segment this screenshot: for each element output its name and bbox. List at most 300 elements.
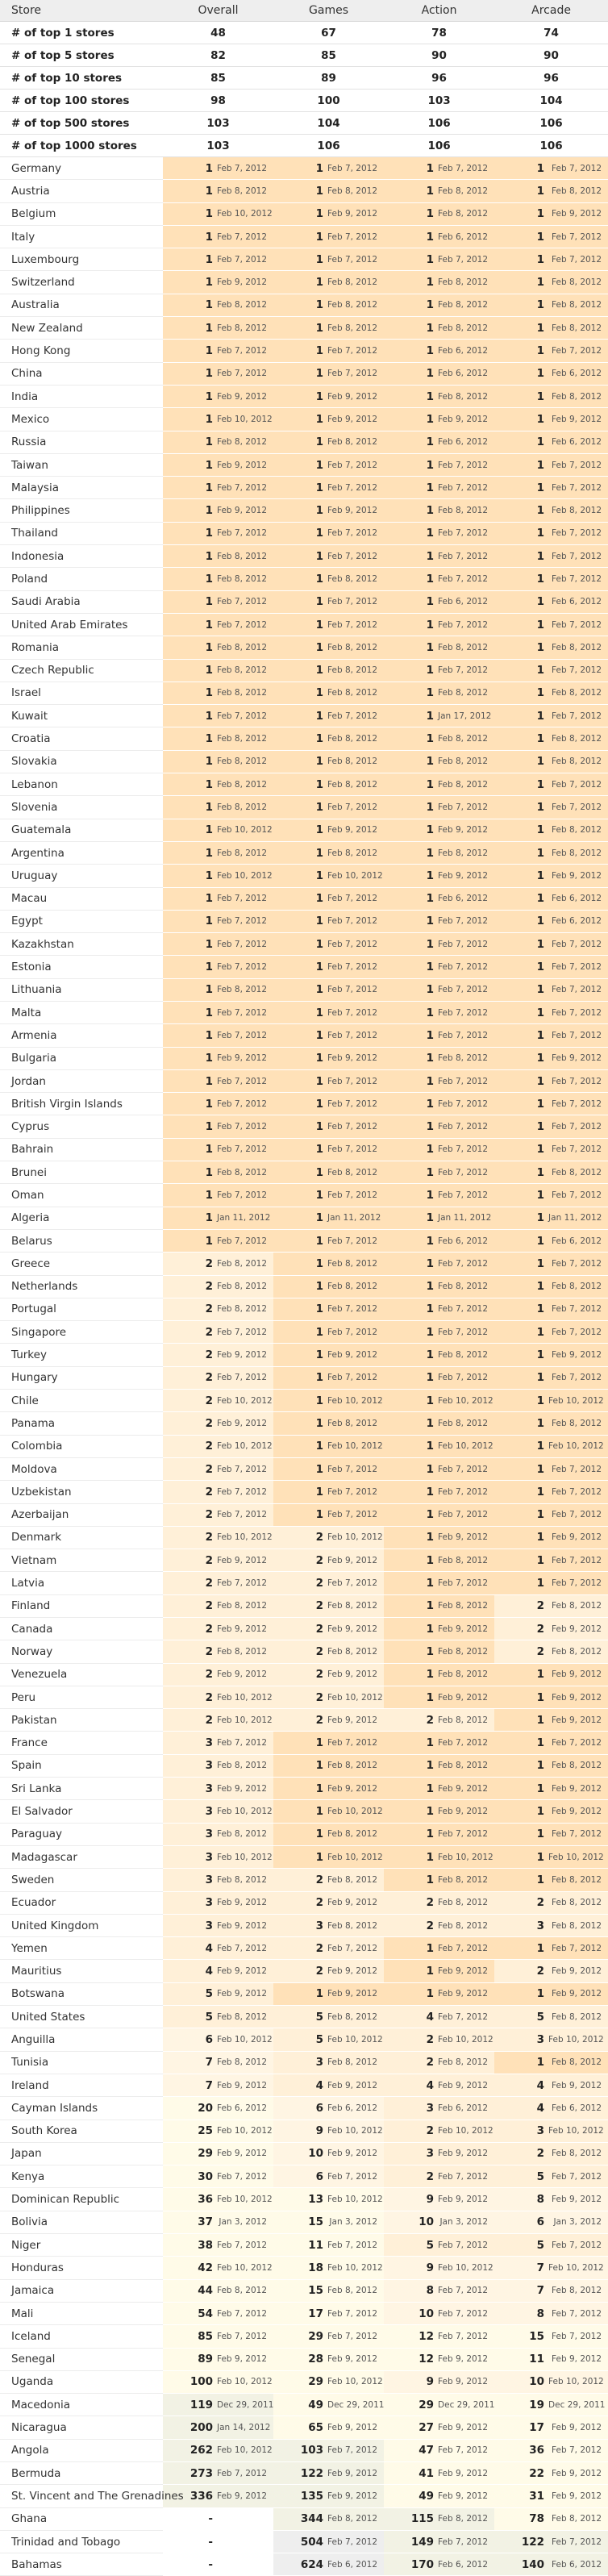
arcade-rank: 8 bbox=[494, 2302, 548, 2324]
country-name[interactable]: Turkey bbox=[0, 1344, 163, 1366]
games-date: Feb 7, 2012 bbox=[327, 2325, 384, 2348]
games-rank: 1 bbox=[273, 750, 327, 773]
country-name[interactable]: Malta bbox=[0, 1001, 163, 1023]
games-rank: 1 bbox=[273, 1298, 327, 1320]
country-name[interactable]: United Arab Emirates bbox=[0, 613, 163, 636]
country-name[interactable]: Iceland bbox=[0, 2325, 163, 2348]
country-name[interactable]: Bermuda bbox=[0, 2461, 163, 2484]
overall-date: Feb 7, 2012 bbox=[217, 2325, 273, 2348]
country-name[interactable]: British Virgin Islands bbox=[0, 1093, 163, 1115]
games-rank: 28 bbox=[273, 2348, 327, 2370]
country-name[interactable]: Hungary bbox=[0, 1366, 163, 1389]
action-rank: 1 bbox=[384, 1457, 438, 1480]
action-rank: 2 bbox=[384, 2120, 438, 2142]
summary-overall-count: 103 bbox=[163, 112, 273, 135]
table-row bbox=[0, 2051, 608, 2074]
header-overall[interactable]: Overall bbox=[163, 0, 273, 22]
games-rank: 1 bbox=[273, 705, 327, 727]
games-date: Feb 8, 2012 bbox=[327, 271, 384, 294]
country-name[interactable]: Dominican Republic bbox=[0, 2188, 163, 2211]
arcade-rank: 1 bbox=[494, 453, 548, 476]
action-rank: 1 bbox=[384, 1960, 438, 1982]
overall-rank: 3 bbox=[163, 1732, 217, 1754]
games-date: Feb 8, 2012 bbox=[327, 1823, 384, 1845]
action-date: Feb 6, 2012 bbox=[438, 590, 494, 613]
arcade-date: Feb 7, 2012 bbox=[548, 545, 608, 568]
country-name[interactable]: Portugal bbox=[0, 1298, 163, 1320]
table-row bbox=[0, 2370, 608, 2393]
country-name[interactable]: El Salvador bbox=[0, 1800, 163, 1823]
country-name[interactable]: Ghana bbox=[0, 2507, 163, 2530]
country-name[interactable]: Germany bbox=[0, 157, 163, 180]
overall-rank: 1 bbox=[163, 773, 217, 796]
action-date: Dec 29, 2011 bbox=[438, 2394, 494, 2416]
arcade-rank: 1 bbox=[494, 1366, 548, 1389]
country-name[interactable]: Macau bbox=[0, 887, 163, 910]
overall-rank: 1 bbox=[163, 385, 217, 407]
arcade-date: Feb 7, 2012 bbox=[548, 796, 608, 819]
arcade-date: Feb 9, 2012 bbox=[548, 2188, 608, 2211]
country-name[interactable]: Jordan bbox=[0, 1069, 163, 1092]
games-rank: 1 bbox=[273, 1115, 327, 1138]
country-name[interactable]: Spain bbox=[0, 1754, 163, 1777]
action-rank: 1 bbox=[384, 431, 438, 453]
action-date: Feb 7, 2012 bbox=[438, 2279, 494, 2302]
action-date: Feb 9, 2012 bbox=[438, 2461, 494, 2484]
arcade-rank: 1 bbox=[494, 1138, 548, 1161]
overall-date: Feb 7, 2012 bbox=[217, 1138, 273, 1161]
table-row bbox=[0, 1412, 608, 1435]
games-rank: 504 bbox=[273, 2530, 327, 2553]
summary-section bbox=[0, 22, 608, 157]
summary-games-count: 89 bbox=[273, 67, 384, 90]
country-name[interactable]: Pakistan bbox=[0, 1709, 163, 1732]
country-name[interactable]: Algeria bbox=[0, 1207, 163, 1229]
action-rank: 1 bbox=[384, 1069, 438, 1092]
arcade-rank: 3 bbox=[494, 2028, 548, 2051]
country-name[interactable]: Austria bbox=[0, 180, 163, 202]
games-rank: 4 bbox=[273, 2074, 327, 2096]
arcade-rank: 1 bbox=[494, 841, 548, 864]
country-name[interactable]: Oman bbox=[0, 1184, 163, 1207]
country-name[interactable]: Poland bbox=[0, 568, 163, 590]
games-date: Feb 8, 2012 bbox=[327, 431, 384, 453]
overall-rank: 2 bbox=[163, 1549, 217, 1572]
overall-rank: 1 bbox=[163, 1001, 217, 1023]
country-name[interactable]: Cyprus bbox=[0, 1115, 163, 1138]
header-games[interactable]: Games bbox=[273, 0, 384, 22]
country-name[interactable]: Brunei bbox=[0, 1161, 163, 1184]
action-date: Feb 7, 2012 bbox=[438, 1572, 494, 1594]
arcade-rank: 1 bbox=[494, 1344, 548, 1366]
action-rank: 1 bbox=[384, 522, 438, 544]
country-name[interactable]: Romania bbox=[0, 636, 163, 659]
country-name[interactable]: Norway bbox=[0, 1640, 163, 1663]
games-date: Feb 9, 2012 bbox=[327, 202, 384, 225]
action-rank: 1 bbox=[384, 294, 438, 316]
games-date: Feb 7, 2012 bbox=[327, 1321, 384, 1344]
action-date: Feb 7, 2012 bbox=[438, 1937, 494, 1960]
arcade-date: Feb 7, 2012 bbox=[548, 248, 608, 271]
games-rank: 29 bbox=[273, 2325, 327, 2348]
country-name[interactable]: Kenya bbox=[0, 2165, 163, 2188]
overall-rank: 336 bbox=[163, 2485, 217, 2507]
overall-rank: 2 bbox=[163, 1503, 217, 1526]
country-name[interactable]: Indonesia bbox=[0, 545, 163, 568]
overall-rank: 1 bbox=[163, 431, 217, 453]
country-name[interactable]: Bahamas bbox=[0, 2553, 163, 2576]
overall-rank: 2 bbox=[163, 1457, 217, 1480]
arcade-date: Feb 8, 2012 bbox=[548, 2006, 608, 2028]
action-date: Feb 7, 2012 bbox=[438, 248, 494, 271]
games-date: Feb 8, 2012 bbox=[327, 1914, 384, 1936]
country-name[interactable]: Croatia bbox=[0, 727, 163, 750]
country-name[interactable]: Niger bbox=[0, 2234, 163, 2257]
country-name[interactable]: Tunisia bbox=[0, 2051, 163, 2074]
country-name[interactable]: Hong Kong bbox=[0, 340, 163, 362]
arcade-rank: 1 bbox=[494, 1069, 548, 1092]
games-date: Feb 7, 2012 bbox=[327, 956, 384, 978]
country-name[interactable]: Singapore bbox=[0, 1321, 163, 1344]
country-name[interactable]: Bolivia bbox=[0, 2211, 163, 2233]
arcade-rank: 2 bbox=[494, 1891, 548, 1914]
country-name[interactable]: Venezuela bbox=[0, 1663, 163, 1686]
country-name[interactable]: Argentina bbox=[0, 841, 163, 864]
country-name[interactable]: Italy bbox=[0, 225, 163, 248]
action-date: Feb 8, 2012 bbox=[438, 1412, 494, 1435]
country-name[interactable]: Lithuania bbox=[0, 978, 163, 1001]
table-row bbox=[0, 1800, 608, 1823]
overall-rank: 89 bbox=[163, 2348, 217, 2370]
summary-label: # of top 5 stores bbox=[0, 44, 163, 67]
arcade-rank: 1 bbox=[494, 1321, 548, 1344]
table-row bbox=[0, 2507, 608, 2530]
games-date: Feb 9, 2012 bbox=[327, 1344, 384, 1366]
country-name[interactable]: Sri Lanka bbox=[0, 1778, 163, 1800]
games-date: Feb 7, 2012 bbox=[327, 613, 384, 636]
country-name[interactable]: Ecuador bbox=[0, 1891, 163, 1914]
games-date: Feb 9, 2012 bbox=[327, 2461, 384, 2484]
country-name[interactable]: Canada bbox=[0, 1618, 163, 1640]
country-name[interactable]: Guatemala bbox=[0, 819, 163, 841]
country-name[interactable]: Peru bbox=[0, 1686, 163, 1708]
action-rank: 1 bbox=[384, 1594, 438, 1617]
overall-rank: 3 bbox=[163, 1823, 217, 1845]
summary-overall-count: 48 bbox=[163, 22, 273, 44]
arcade-date: Feb 8, 2012 bbox=[548, 2279, 608, 2302]
overall-rank: 1 bbox=[163, 362, 217, 385]
summary-action-count: 103 bbox=[384, 90, 494, 112]
country-name[interactable]: Japan bbox=[0, 2142, 163, 2165]
games-date: Feb 10, 2012 bbox=[327, 2370, 384, 2393]
country-name[interactable]: Latvia bbox=[0, 1572, 163, 1594]
header-arcade[interactable]: Arcade bbox=[494, 0, 608, 22]
overall-date: Feb 8, 2012 bbox=[217, 180, 273, 202]
table-row bbox=[0, 613, 608, 636]
action-rank: 1 bbox=[384, 1503, 438, 1526]
country-name[interactable]: Moldova bbox=[0, 1457, 163, 1480]
country-name[interactable]: Greece bbox=[0, 1253, 163, 1275]
action-date: Feb 7, 2012 bbox=[438, 477, 494, 499]
table-row bbox=[0, 865, 608, 887]
action-date: Jan 3, 2012 bbox=[438, 2211, 494, 2233]
games-date: Feb 9, 2012 bbox=[327, 1960, 384, 1982]
arcade-rank: 1 bbox=[494, 362, 548, 385]
games-date: Feb 7, 2012 bbox=[327, 1937, 384, 1960]
arcade-rank: 1 bbox=[494, 1982, 548, 2005]
overall-rank: 1 bbox=[163, 956, 217, 978]
arcade-date: Feb 8, 2012 bbox=[548, 271, 608, 294]
table-row bbox=[0, 1344, 608, 1366]
arcade-rank: 1 bbox=[494, 1778, 548, 1800]
action-date: Feb 7, 2012 bbox=[438, 2006, 494, 2028]
table-row bbox=[0, 2097, 608, 2120]
table-row bbox=[0, 408, 608, 431]
country-name[interactable]: Philippines bbox=[0, 499, 163, 522]
overall-date: Feb 7, 2012 bbox=[217, 225, 273, 248]
arcade-rank: 1 bbox=[494, 1229, 548, 1252]
action-rank: 1 bbox=[384, 545, 438, 568]
games-rank: 1 bbox=[273, 933, 327, 956]
country-name[interactable]: Egypt bbox=[0, 910, 163, 932]
country-name[interactable]: United States bbox=[0, 2006, 163, 2028]
action-rank: 41 bbox=[384, 2461, 438, 2484]
games-date: Feb 7, 2012 bbox=[327, 453, 384, 476]
country-name[interactable]: Anguilla bbox=[0, 2028, 163, 2051]
arcade-rank: 1 bbox=[494, 1161, 548, 1184]
country-name[interactable]: Honduras bbox=[0, 2257, 163, 2279]
overall-date: Feb 6, 2012 bbox=[217, 2097, 273, 2120]
action-rank: 2 bbox=[384, 1709, 438, 1732]
arcade-rank: 2 bbox=[494, 1960, 548, 1982]
country-name[interactable]: Azerbaijan bbox=[0, 1503, 163, 1526]
country-name[interactable]: Switzerland bbox=[0, 271, 163, 294]
arcade-date: Feb 7, 2012 bbox=[548, 1366, 608, 1389]
games-date: Feb 8, 2012 bbox=[327, 1161, 384, 1184]
overall-date: Feb 9, 2012 bbox=[217, 1549, 273, 1572]
overall-rank: 1 bbox=[163, 1229, 217, 1252]
action-date: Feb 7, 2012 bbox=[438, 1823, 494, 1845]
country-name[interactable]: Nicaragua bbox=[0, 2416, 163, 2439]
country-name[interactable]: Slovenia bbox=[0, 796, 163, 819]
arcade-rank: 1 bbox=[494, 477, 548, 499]
games-date: Feb 10, 2012 bbox=[327, 2120, 384, 2142]
country-name[interactable]: Uruguay bbox=[0, 865, 163, 887]
country-name[interactable]: Denmark bbox=[0, 1526, 163, 1549]
overall-rank: 1 bbox=[163, 340, 217, 362]
country-name[interactable]: Uganda bbox=[0, 2370, 163, 2393]
table-row bbox=[0, 2234, 608, 2257]
table-row bbox=[0, 157, 608, 180]
action-date: Feb 7, 2012 bbox=[438, 545, 494, 568]
country-name[interactable]: Kazakhstan bbox=[0, 933, 163, 956]
games-rank: 5 bbox=[273, 2006, 327, 2028]
table-row bbox=[0, 1823, 608, 1845]
country-name[interactable]: Israel bbox=[0, 682, 163, 704]
overall-date: Feb 9, 2012 bbox=[217, 2485, 273, 2507]
country-rows bbox=[0, 157, 608, 2576]
games-rank: 103 bbox=[273, 2439, 327, 2461]
action-rank: 1 bbox=[384, 1093, 438, 1115]
games-rank: 2 bbox=[273, 1549, 327, 1572]
overall-date: Feb 7, 2012 bbox=[217, 1321, 273, 1344]
action-rank: 12 bbox=[384, 2348, 438, 2370]
games-rank: 1 bbox=[273, 613, 327, 636]
country-name[interactable]: Malaysia bbox=[0, 477, 163, 499]
games-date: Feb 7, 2012 bbox=[327, 1115, 384, 1138]
country-name[interactable]: Mali bbox=[0, 2302, 163, 2324]
country-name[interactable]: Panama bbox=[0, 1412, 163, 1435]
country-name[interactable]: Estonia bbox=[0, 956, 163, 978]
country-name[interactable]: France bbox=[0, 1732, 163, 1754]
action-rank: 1 bbox=[384, 1115, 438, 1138]
country-name[interactable]: Cayman Islands bbox=[0, 2097, 163, 2120]
country-name[interactable]: Ireland bbox=[0, 2074, 163, 2096]
country-name[interactable]: United Kingdom bbox=[0, 1914, 163, 1936]
games-rank: 1 bbox=[273, 1823, 327, 1845]
country-name[interactable]: Slovakia bbox=[0, 750, 163, 773]
country-name[interactable]: Czech Republic bbox=[0, 659, 163, 682]
table-row bbox=[0, 978, 608, 1001]
country-name[interactable]: Kuwait bbox=[0, 705, 163, 727]
country-name[interactable]: New Zealand bbox=[0, 317, 163, 340]
arcade-date: Feb 9, 2012 bbox=[548, 202, 608, 225]
country-name[interactable]: Madagascar bbox=[0, 1845, 163, 1868]
action-date: Feb 7, 2012 bbox=[438, 796, 494, 819]
overall-date: Feb 10, 2012 bbox=[217, 2370, 273, 2393]
country-name[interactable]: Senegal bbox=[0, 2348, 163, 2370]
games-date: Feb 7, 2012 bbox=[327, 1001, 384, 1023]
arcade-rank: 122 bbox=[494, 2530, 548, 2553]
country-name[interactable]: Taiwan bbox=[0, 453, 163, 476]
games-rank: 3 bbox=[273, 2051, 327, 2074]
arcade-date: Feb 8, 2012 bbox=[548, 841, 608, 864]
country-name[interactable]: Trinidad and Tobago bbox=[0, 2530, 163, 2553]
summary-action-count: 90 bbox=[384, 44, 494, 67]
country-name[interactable]: Colombia bbox=[0, 1435, 163, 1457]
country-name[interactable]: Sweden bbox=[0, 1869, 163, 1891]
country-name[interactable]: Luxembourg bbox=[0, 248, 163, 271]
arcade-rank: 4 bbox=[494, 2097, 548, 2120]
overall-rank: 4 bbox=[163, 1960, 217, 1982]
country-name[interactable]: India bbox=[0, 385, 163, 407]
games-date: Feb 7, 2012 bbox=[327, 522, 384, 544]
arcade-rank: 1 bbox=[494, 1481, 548, 1503]
country-name[interactable]: St. Vincent and The Grenadines bbox=[0, 2485, 163, 2507]
arcade-date: Feb 8, 2012 bbox=[548, 180, 608, 202]
table-row bbox=[0, 796, 608, 819]
overall-date: Feb 10, 2012 bbox=[217, 1709, 273, 1732]
action-date: Feb 9, 2012 bbox=[438, 1618, 494, 1640]
overall-rank: 38 bbox=[163, 2234, 217, 2257]
games-rank: 1 bbox=[273, 956, 327, 978]
games-date: Feb 7, 2012 bbox=[327, 933, 384, 956]
country-name[interactable]: Finland bbox=[0, 1594, 163, 1617]
country-name[interactable]: China bbox=[0, 362, 163, 385]
arcade-date: Feb 7, 2012 bbox=[548, 1001, 608, 1023]
overall-date: Feb 9, 2012 bbox=[217, 2074, 273, 2096]
summary-arcade-count: 74 bbox=[494, 22, 608, 44]
country-name[interactable]: Netherlands bbox=[0, 1275, 163, 1298]
arcade-date: Feb 7, 2012 bbox=[548, 705, 608, 727]
overall-date: Feb 8, 2012 bbox=[217, 317, 273, 340]
games-rank: 1 bbox=[273, 522, 327, 544]
table-row bbox=[0, 2074, 608, 2096]
summary-overall-count: 98 bbox=[163, 90, 273, 112]
games-rank: 135 bbox=[273, 2485, 327, 2507]
country-name[interactable]: Bahrain bbox=[0, 1138, 163, 1161]
games-date: Feb 7, 2012 bbox=[327, 796, 384, 819]
country-name[interactable]: Saudi Arabia bbox=[0, 590, 163, 613]
overall-date: Feb 8, 2012 bbox=[217, 1823, 273, 1845]
country-name[interactable]: Lebanon bbox=[0, 773, 163, 796]
arcade-rank: 1 bbox=[494, 522, 548, 544]
arcade-date: Feb 6, 2012 bbox=[548, 1229, 608, 1252]
country-name[interactable]: South Korea bbox=[0, 2120, 163, 2142]
games-date: Feb 7, 2012 bbox=[327, 705, 384, 727]
country-name[interactable]: Uzbekistan bbox=[0, 1481, 163, 1503]
arcade-date: Feb 7, 2012 bbox=[548, 956, 608, 978]
games-rank: 1 bbox=[273, 1321, 327, 1344]
overall-rank: 1 bbox=[163, 819, 217, 841]
overall-rank: 1 bbox=[163, 1069, 217, 1092]
country-name[interactable]: Mauritius bbox=[0, 1960, 163, 1982]
table-row bbox=[0, 705, 608, 727]
overall-rank: 1 bbox=[163, 705, 217, 727]
country-name[interactable]: Botswana bbox=[0, 1982, 163, 2005]
arcade-rank: 1 bbox=[494, 2051, 548, 2074]
overall-rank: 1 bbox=[163, 225, 217, 248]
arcade-rank: 1 bbox=[494, 819, 548, 841]
country-name[interactable]: Yemen bbox=[0, 1937, 163, 1960]
action-rank: 1 bbox=[384, 1845, 438, 1868]
country-name[interactable]: Bulgaria bbox=[0, 1047, 163, 1069]
overall-rank: - bbox=[163, 2507, 217, 2530]
country-name[interactable]: Vietnam bbox=[0, 1549, 163, 1572]
games-rank: 1 bbox=[273, 727, 327, 750]
country-name[interactable]: Angola bbox=[0, 2439, 163, 2461]
arcade-date: Feb 8, 2012 bbox=[548, 317, 608, 340]
arcade-rank: 1 bbox=[494, 248, 548, 271]
country-name[interactable]: Jamaica bbox=[0, 2279, 163, 2302]
action-rank: 10 bbox=[384, 2211, 438, 2233]
table-row bbox=[0, 180, 608, 202]
country-name[interactable]: Thailand bbox=[0, 522, 163, 544]
games-rank: 18 bbox=[273, 2257, 327, 2279]
games-date: Feb 7, 2012 bbox=[327, 157, 384, 180]
country-name[interactable]: Australia bbox=[0, 294, 163, 316]
country-name[interactable]: Russia bbox=[0, 431, 163, 453]
table-row bbox=[0, 1891, 608, 1914]
action-date: Feb 8, 2012 bbox=[438, 1594, 494, 1617]
action-date: Feb 7, 2012 bbox=[438, 1001, 494, 1023]
arcade-rank: 1 bbox=[494, 796, 548, 819]
action-rank: 10 bbox=[384, 2302, 438, 2324]
header-store[interactable]: Store bbox=[0, 0, 163, 22]
overall-date: Feb 7, 2012 bbox=[217, 2165, 273, 2188]
country-name[interactable]: Mexico bbox=[0, 408, 163, 431]
country-name[interactable]: Paraguay bbox=[0, 1823, 163, 1845]
overall-rank: 1 bbox=[163, 978, 217, 1001]
country-name[interactable]: Macedonia bbox=[0, 2394, 163, 2416]
games-date: Feb 7, 2012 bbox=[327, 2165, 384, 2188]
country-name[interactable]: Chile bbox=[0, 1390, 163, 1412]
country-name[interactable]: Belarus bbox=[0, 1229, 163, 1252]
arcade-rank: 1 bbox=[494, 933, 548, 956]
country-name[interactable]: Armenia bbox=[0, 1024, 163, 1047]
header-action[interactable]: Action bbox=[384, 0, 494, 22]
country-name[interactable]: Belgium bbox=[0, 202, 163, 225]
